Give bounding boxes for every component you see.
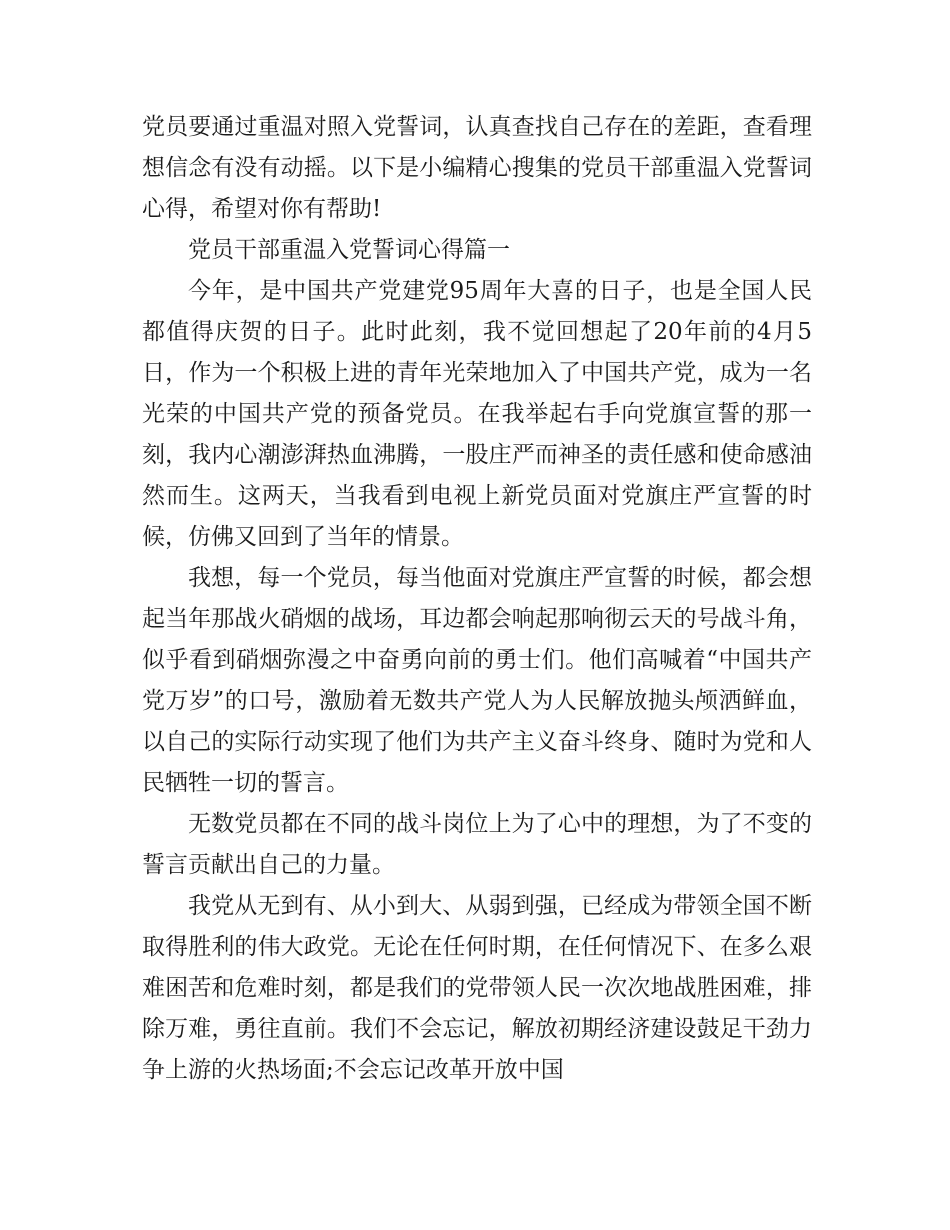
body-paragraph: 无数党员都在不同的战斗岗位上为了心中的理想，为了不变的誓言贡献出自己的力量。 [142,811,812,878]
intro-paragraph: 党员要通过重温对照入党誓词，认真查找自己存在的差距，查看理想信念有没有动摇。以下是小编精心搜集的党员干部重温入党誓词心得，希望对你有帮助! [142,114,812,222]
body-paragraph: 我党从无到有、从小到大、从弱到强，已经成为带领全国不断取得胜利的伟大政党。无论在任何时期，在任何情况下、在多么艰难困苦和危难时刻，都是我们的党带领人民一次次地战胜困难，排除万难，勇往直前。我们不会忘记，解放初期经济建设鼓足干劲力争上游的火热场面;不会忘记改革开放中国 [142,893,812,1083]
body-paragraph: 今年，是中国共产党建党95周年大喜的日子，也是全国人民都值得庆贺的日子。此时此刻，我不觉回想起了20年前的4月5日，作为一个积极上进的青年光荣地加入了中国共产党，成为一名光荣的中国共产党的预备党员。在我举起右手向党旗宣誓的那一刻，我内心潮澎湃热血沸腾，一股庄严而神圣的责任感和使命感油然而生。这两天，当我看到电视上新党员面对党旗庄严宣誓的时候，仿佛又回到了当年的情景。 [142,278,812,550]
section-heading: 党员干部重温入党誓词心得篇一 [188,237,510,263]
body-paragraph: 我想，每一个党员，每当他面对党旗庄严宣誓的时候，都会想起当年那战火硝烟的战场，耳边都会响起那响彻云天的号战斗角，似乎看到硝烟弥漫之中奋勇向前的勇士们。他们高喊着“中国共产党万岁”的口号，激励着无数共产党人为人民解放抛头颅洒鲜血，以自己的实际行动实现了他们为共产主义奋斗终身、随时为党和人民牺牲一切的誓言。 [142,565,812,796]
document-page [142,107,812,1091]
